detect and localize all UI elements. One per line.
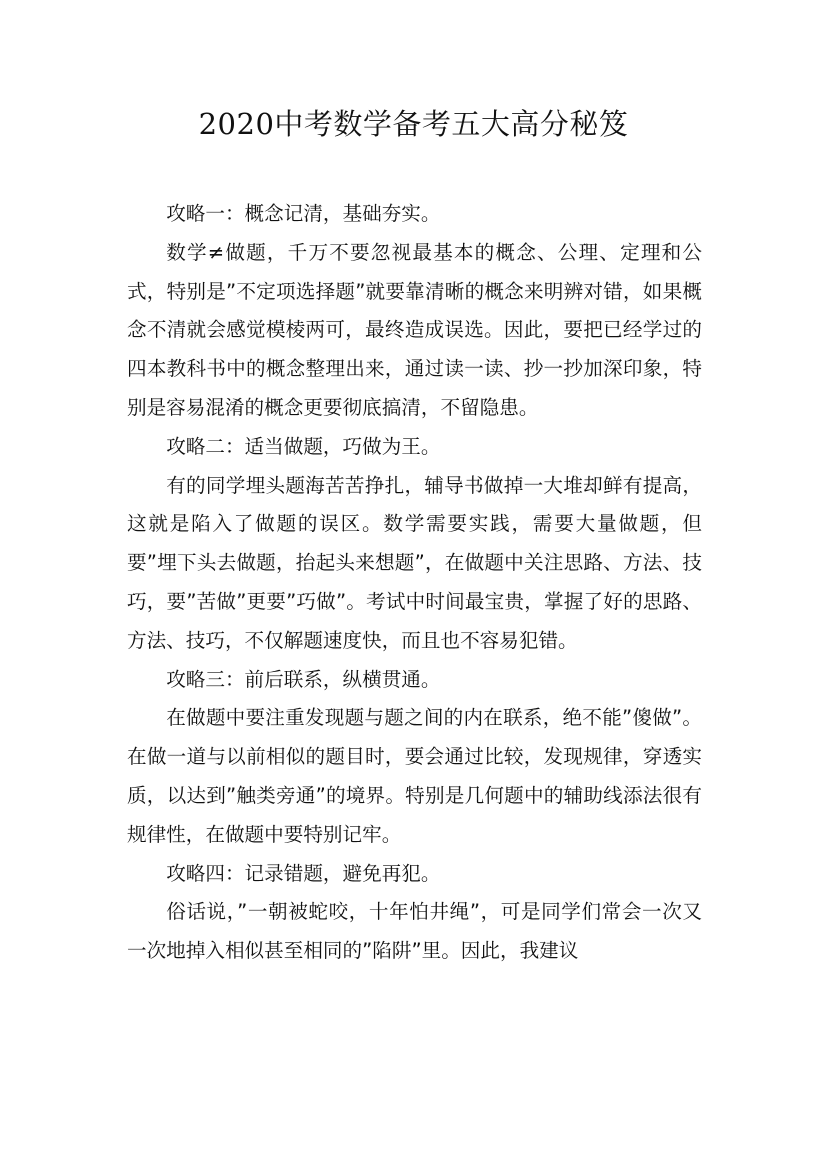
strategy-2-paragraph: 有的同学埋头题海苦苦挣扎，辅导书做掉一大堆却鲜有提高，这就是陷入了做题的误区。数学需要实践，需要大量做题，但要”埋下头去做题，抬起头来想题”，在做题中关注思路、方法、技巧，要”苦做”更要”巧做”。考试中时间最宝贵，掌握了好的思路、方法、技巧，不仅解题速度快，而且也不容易犯错。 <box>127 473 702 652</box>
strategy-4-paragraph: 俗话说，”一朝被蛇咬，十年怕井绳”，可是同学们常会一次又一次地掉入相似甚至相同的”陷阱”里。因此，我建议 <box>127 900 702 963</box>
strategy-1-heading: 攻略一：概念记清，基础夯实。 <box>166 202 441 225</box>
strategy-3-paragraph: 在做题中要注重发现题与题之间的内在联系，绝不能”傻做”。在做一道与以前相似的题目时，要会通过比较，发现规律，穿透实质，以达到”触类旁通”的境界。特别是几何题中的辅助线添法很有规律性，在做题中要特别记牢。 <box>127 706 702 846</box>
strategy-2-heading: 攻略二：适当做题，巧做为王。 <box>166 434 441 458</box>
strategy-4-heading: 攻略四：记录错题，避免再犯。 <box>166 861 441 885</box>
document-title: 2020中考数学备考五大高分秘笈 <box>198 107 629 141</box>
strategy-1-paragraph: 数学≠做题，千万不要忽视最基本的概念、公理、定理和公式，特别是”不定项选择题”就要靠清晰的概念来明辨对错，如果概念不清就会感觉模棱两可，最终造成误选。因此，要把已经学过的四本教科书中的概念整理出来，通过读一读、抄一抄加深印象，特别是容易混淆的概念更要彻底搞清，不留隐患。 <box>127 240 702 419</box>
strategy-3-heading: 攻略三：前后联系，纵横贯通。 <box>166 667 441 691</box>
document-body <box>127 195 702 971</box>
